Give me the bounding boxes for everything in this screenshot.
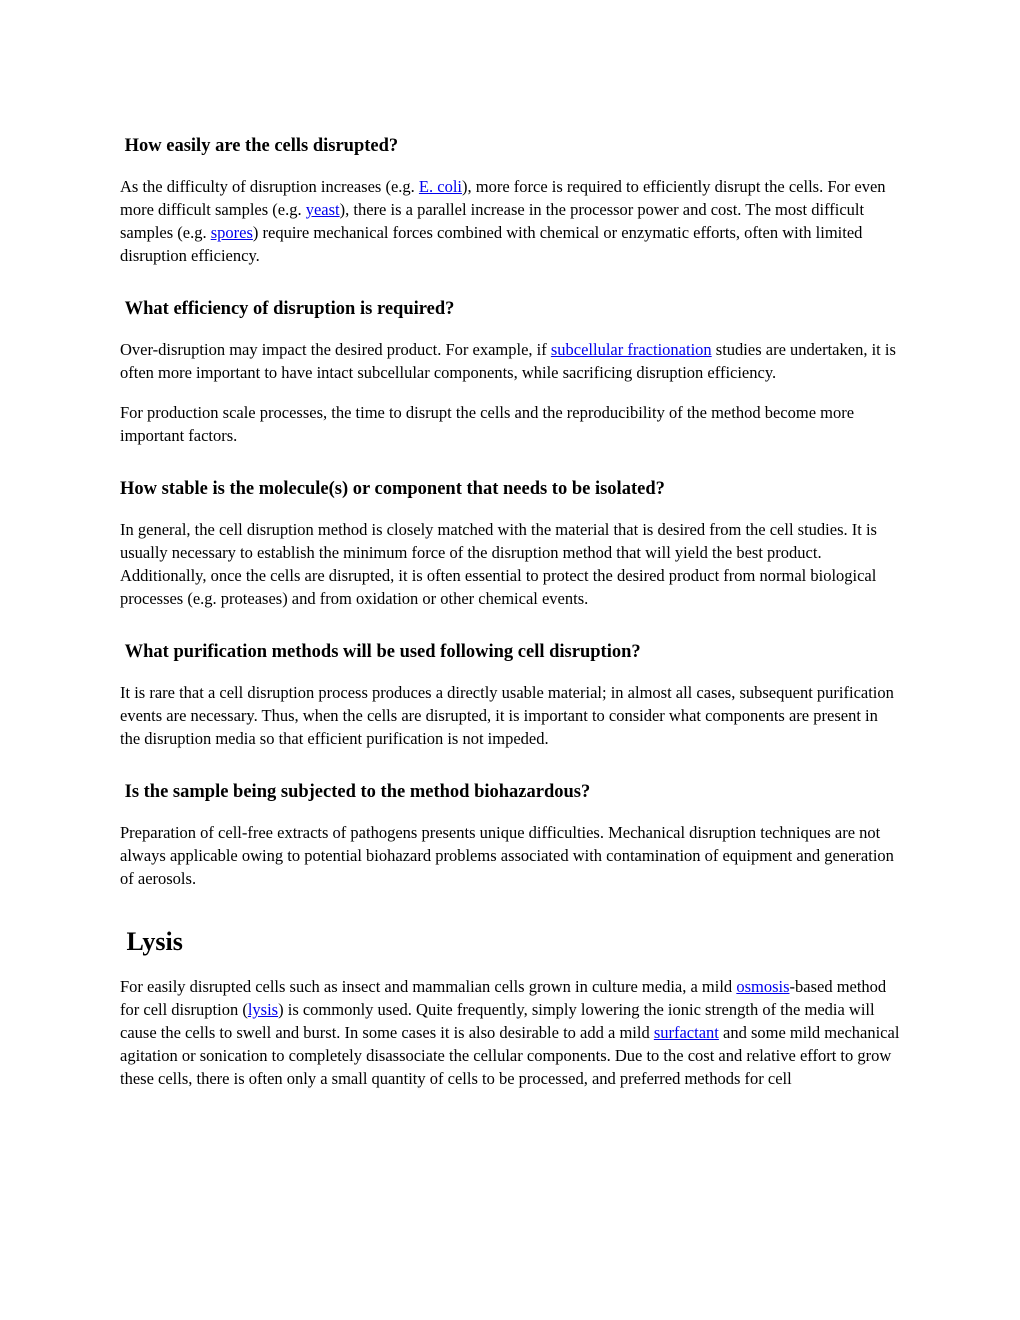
document-body <box>120 134 900 1090</box>
text-run: -based method for cell disruption ( <box>120 977 887 1019</box>
text-run: and some mild mechanical agitation or sonication to completely disassociate the cellular components. Due to the cost and relative effort to grow these cells, there is often only a small quantity of cells to be processed, and preferred methods for cell <box>120 1023 900 1088</box>
paragraph <box>120 518 900 610</box>
section-heading: How easily are the cells disrupted? <box>120 136 399 156</box>
section-heading: Lysis <box>120 927 183 956</box>
text-run: ) require mechanical forces combined with chemical or enzymatic efforts, often with limited disruption efficiency. <box>120 223 863 265</box>
section-heading: What purification methods will be used following cell disruption? <box>120 642 641 662</box>
text-run: For production scale processes, the time to disrupt the cells and the reproducibility of the method become more important factors. <box>120 403 855 445</box>
hyperlink[interactable]: yeast <box>305 200 340 219</box>
hyperlink[interactable]: spores <box>210 223 253 242</box>
text-run: studies are undertaken, it is often more important to have intact subcellular components, while sacrificing disruption efficiency. <box>120 340 896 382</box>
text-run: Over-disruption may impact the desired product. For example, if <box>120 340 551 359</box>
hyperlink[interactable]: osmosis <box>736 977 790 996</box>
text-run: For easily disrupted cells such as insect and mammalian cells grown in culture media, a mild <box>120 977 737 996</box>
text-run: ), more force is required to efficiently disrupt the cells. For even more difficult samples (e.g. <box>120 177 886 219</box>
paragraph <box>120 338 900 384</box>
section-heading: What efficiency of disruption is required? <box>120 299 455 319</box>
text-run: ) is commonly used. Quite frequently, simply lowering the ionic strength of the media will cause the cells to swell and burst. In some cases it is also desirable to add a mild <box>120 1000 875 1042</box>
hyperlink[interactable]: lysis <box>247 1000 279 1019</box>
hyperlink[interactable]: surfactant <box>653 1023 719 1042</box>
paragraph <box>120 975 900 1090</box>
section-heading: How stable is the molecule(s) or component that needs to be isolated? <box>120 479 665 499</box>
paragraph <box>120 681 900 750</box>
paragraph <box>120 401 900 447</box>
section-heading: Is the sample being subjected to the method biohazardous? <box>120 782 591 802</box>
text-run: In general, the cell disruption method is closely matched with the material that is desired from the cell studies. It is usually necessary to establish the minimum force of the disruption method that will yield the best product. Additionally, once the cells are disrupted, it is often essential to protect the desired product from normal biological processes (e.g. proteases) and from oxidation or other chemical events. <box>120 520 877 608</box>
hyperlink[interactable]: subcellular fractionation <box>550 340 712 359</box>
text-run: Preparation of cell-free extracts of pathogens presents unique difficulties. Mechanical disruption techniques are not always applicable owing to potential biohazard problems associated with contamination of equipment and generation of aerosols. <box>120 823 894 888</box>
text-run: ), there is a parallel increase in the processor power and cost. The most difficult samples (e.g. <box>120 200 865 242</box>
paragraph <box>120 821 900 890</box>
text-run: It is rare that a cell disruption process produces a directly usable material; in almost all cases, subsequent purification events are necessary. Thus, when the cells are disrupted, it is important to consider what components are present in the disruption media so that efficient purification is not impeded. <box>120 683 894 748</box>
paragraph <box>120 175 900 267</box>
hyperlink[interactable]: E. coli <box>418 177 462 196</box>
text-run: As the difficulty of disruption increases (e.g. <box>120 177 419 196</box>
